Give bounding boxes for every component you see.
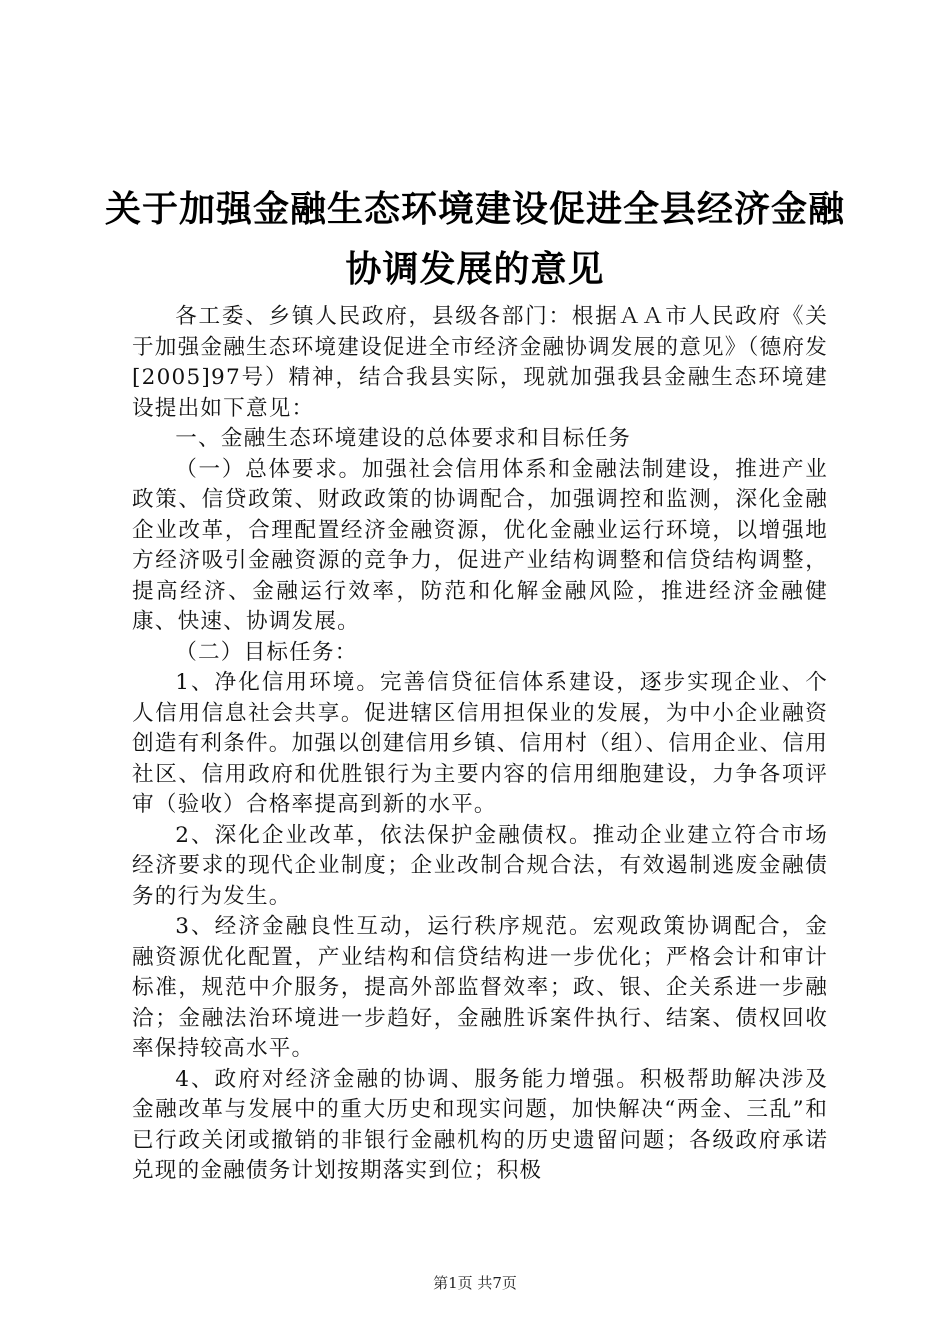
paragraph-target-3: 3、经济金融良性互动，运行秩序规范。宏观政策协调配合，金融资源优化配置，产业结构和信贷结构进一步优化；严格会计和审计标准，规范中介服务，提高外部监督效率；政、银、企关系进一步融洽；金融法治环境进一步趋好，金融胜诉案件执行、结案、债权回收率保持较高水平。 — [132, 914, 828, 1061]
page-number-footer: 第1页 共7页 — [433, 1274, 517, 1292]
paragraph-target-1: 1、净化信用环境。完善信贷征信体系建设，逐步实现企业、个人信用信息社会共享。促进辖区信用担保业的发展，为中小企业融资创造有利条件。加强以创建信用乡镇、信用村（组）、信用企业、信用社区、信用政府和优胜银行为主要内容的信用细胞建设，力争各项评审（验收）合格率提高到新的水平。 — [132, 670, 828, 817]
paragraph-salutation: 各工委、乡镇人民政府，县级各部门：根据ＡＡ市人民政府《关于加强金融生态环境建设促进全市经济金融协调发展的意见》（德府发[2005]97号）精神，结合我县实际，现就加强我县金融生态环境建设提出如下意见： — [132, 304, 828, 421]
document-body — [132, 302, 828, 1187]
document-title-line-2: 协调发展的意见 — [345, 249, 605, 290]
paragraph-general-requirements: （一）总体要求。加强社会信用体系和金融法制建设，推进产业政策、信贷政策、财政政策的协调配合，加强调控和监测，深化金融企业改革，合理配置经济金融资源，优化金融业运行环境，以增强地方经济吸引金融资源的竞争力，促进产业结构调整和信贷结构调整，提高经济、金融运行效率，防范和化解金融风险，推进经济金融健康、快速、协调发展。 — [132, 456, 828, 634]
document-title-line-1: 关于加强金融生态环境建设促进全县经济金融 — [104, 189, 845, 230]
paragraph-target-4: 4、政府对经济金融的协调、服务能力增强。积极帮助解决涉及金融改革与发展中的重大历史和现实问题，加快解决“两金、三乱”和已行政关闭或撤销的非银行金融机构的历史遗留问题；各级政府承诺兑现的金融债务计划按期落实到位；积极 — [132, 1066, 828, 1183]
paragraph-target-2: 2、深化企业改革，依法保护金融债权。推动企业建立符合市场经济要求的现代企业制度；企业改制合规合法，有效遏制逃废金融债务的行为发生。 — [132, 822, 828, 909]
section-heading-1: 一、金融生态环境建设的总体要求和目标任务 — [175, 426, 632, 451]
subsection-heading-targets: （二）目标任务： — [175, 639, 358, 665]
